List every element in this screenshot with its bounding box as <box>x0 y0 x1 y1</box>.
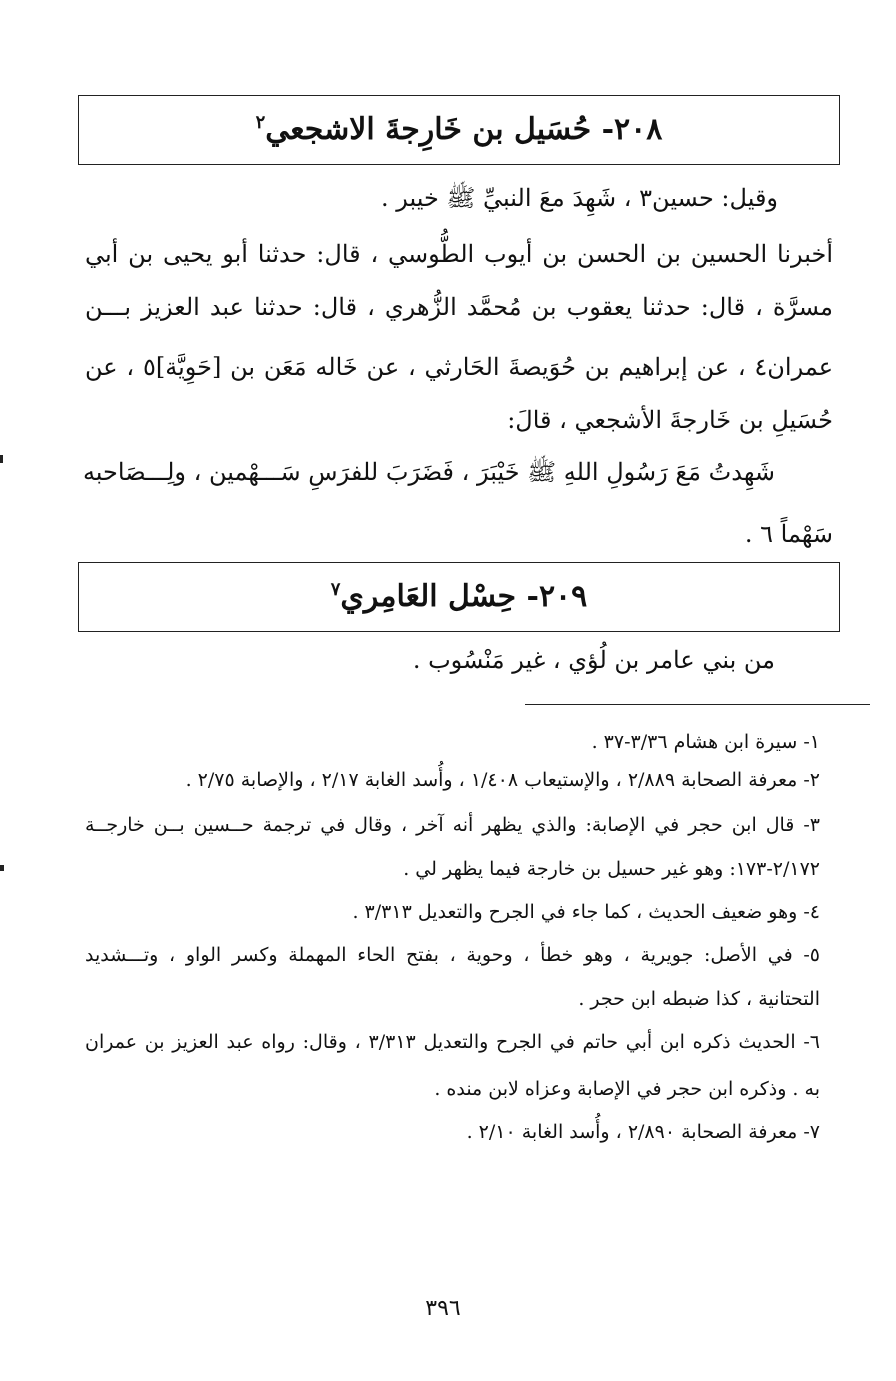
entry-208-title-note: ٢ <box>255 112 266 133</box>
body-line: سَهْماً ٦ . <box>744 520 833 548</box>
footnote-line: ٤- وهو ضعيف الحديث ، كما جاء في الجرح والتعديل ٣/٣١٣ . <box>352 901 820 923</box>
footnote-line: به . وذكره ابن حجر في الإصابة وعزاه لابن منده . <box>434 1078 820 1100</box>
body-line: عمران٤ ، عن إبراهيم بن حُوَيصةَ الحَارثي ، عن خَاله مَعَن بن [حَوِيَّة]٥ ، عن <box>85 353 834 381</box>
footnote-line: ٦- الحديث ذكره ابن أبي حاتم في الجرح والتعديل ٣/٣١٣ ، وقال: رواه عبد العزيز بن عمران <box>85 1031 820 1053</box>
footnote-line: ٢- معرفة الصحابة ٢/٨٨٩ ، والإستيعاب ١/٤٠٨ ، وأُسد الغابة ٢/١٧ ، والإصابة ٢/٧٥ . <box>185 769 820 791</box>
body-line: من بني عامر بن لُؤي ، غير مَنْسُوب . <box>412 646 775 674</box>
footnote-line: ٧- معرفة الصحابة ٢/٨٩٠ ، وأُسد الغابة ٢/١٠ . <box>466 1121 820 1143</box>
page-number: ٣٩٦ <box>425 1296 461 1321</box>
entry-208-title: ٢٠٨- حُسَيل بن خَارِجةَ الاشجعي <box>265 112 663 147</box>
body-line: حُسَيلِ بن خَارجةَ الأشجعي ، قالَ: <box>507 406 833 434</box>
scan-edge-mark <box>0 865 4 871</box>
footnote-line: ٣- قال ابن حجر في الإصابة: والذي يظهر أنه آخر ، وقال في ترجمة حــسين بــن خارجــة <box>85 814 820 836</box>
entry-209-title: ٢٠٩- حِسْل العَامِري <box>340 579 588 614</box>
footnote-line: ١- سيرة ابن هشام ٣/٣٦-٣٧ . <box>591 731 820 753</box>
footnote-separator <box>525 704 870 705</box>
body-line: وقيل: حسين٣ ، شَهِدَ معَ النبيِّ ﷺ خيبر . <box>380 184 778 212</box>
body-line: شَهِدتُ مَعَ رَسُولِ اللهِ ﷺ خَيْبَرَ ، فَضَرَبَ للفرَسِ سَـــهْمين ، ولِـــصَاحبه <box>82 458 775 486</box>
body-line: أخبرنا الحسين بن الحسن بن أيوب الطُّوسي ، قال: حدثنا أبو يحيى بن أبي <box>85 240 833 268</box>
entry-209-heading-box <box>78 562 840 632</box>
entry-209-title-note: ٧ <box>330 579 341 600</box>
entry-208-heading-box <box>78 95 840 165</box>
footnote-line: ٥- في الأصل: جويرية ، وهو خطأ ، وحوية ، بفتح الحاء المهملة وكسر الواو ، وتـــشديد <box>85 944 820 966</box>
scan-edge-mark <box>0 455 3 463</box>
footnote-line: التحتانية ، كذا ضبطه ابن حجر . <box>578 988 820 1010</box>
body-line: مسرَّة ، قال: حدثنا يعقوب بن مُحمَّد الزُّهري ، قال: حدثنا عبد العزيز بـــن <box>85 293 833 321</box>
footnote-line: ٢/١٧٢-١٧٣: وهو غير حسيل بن خارجة فيما يظهر لي . <box>403 858 820 880</box>
